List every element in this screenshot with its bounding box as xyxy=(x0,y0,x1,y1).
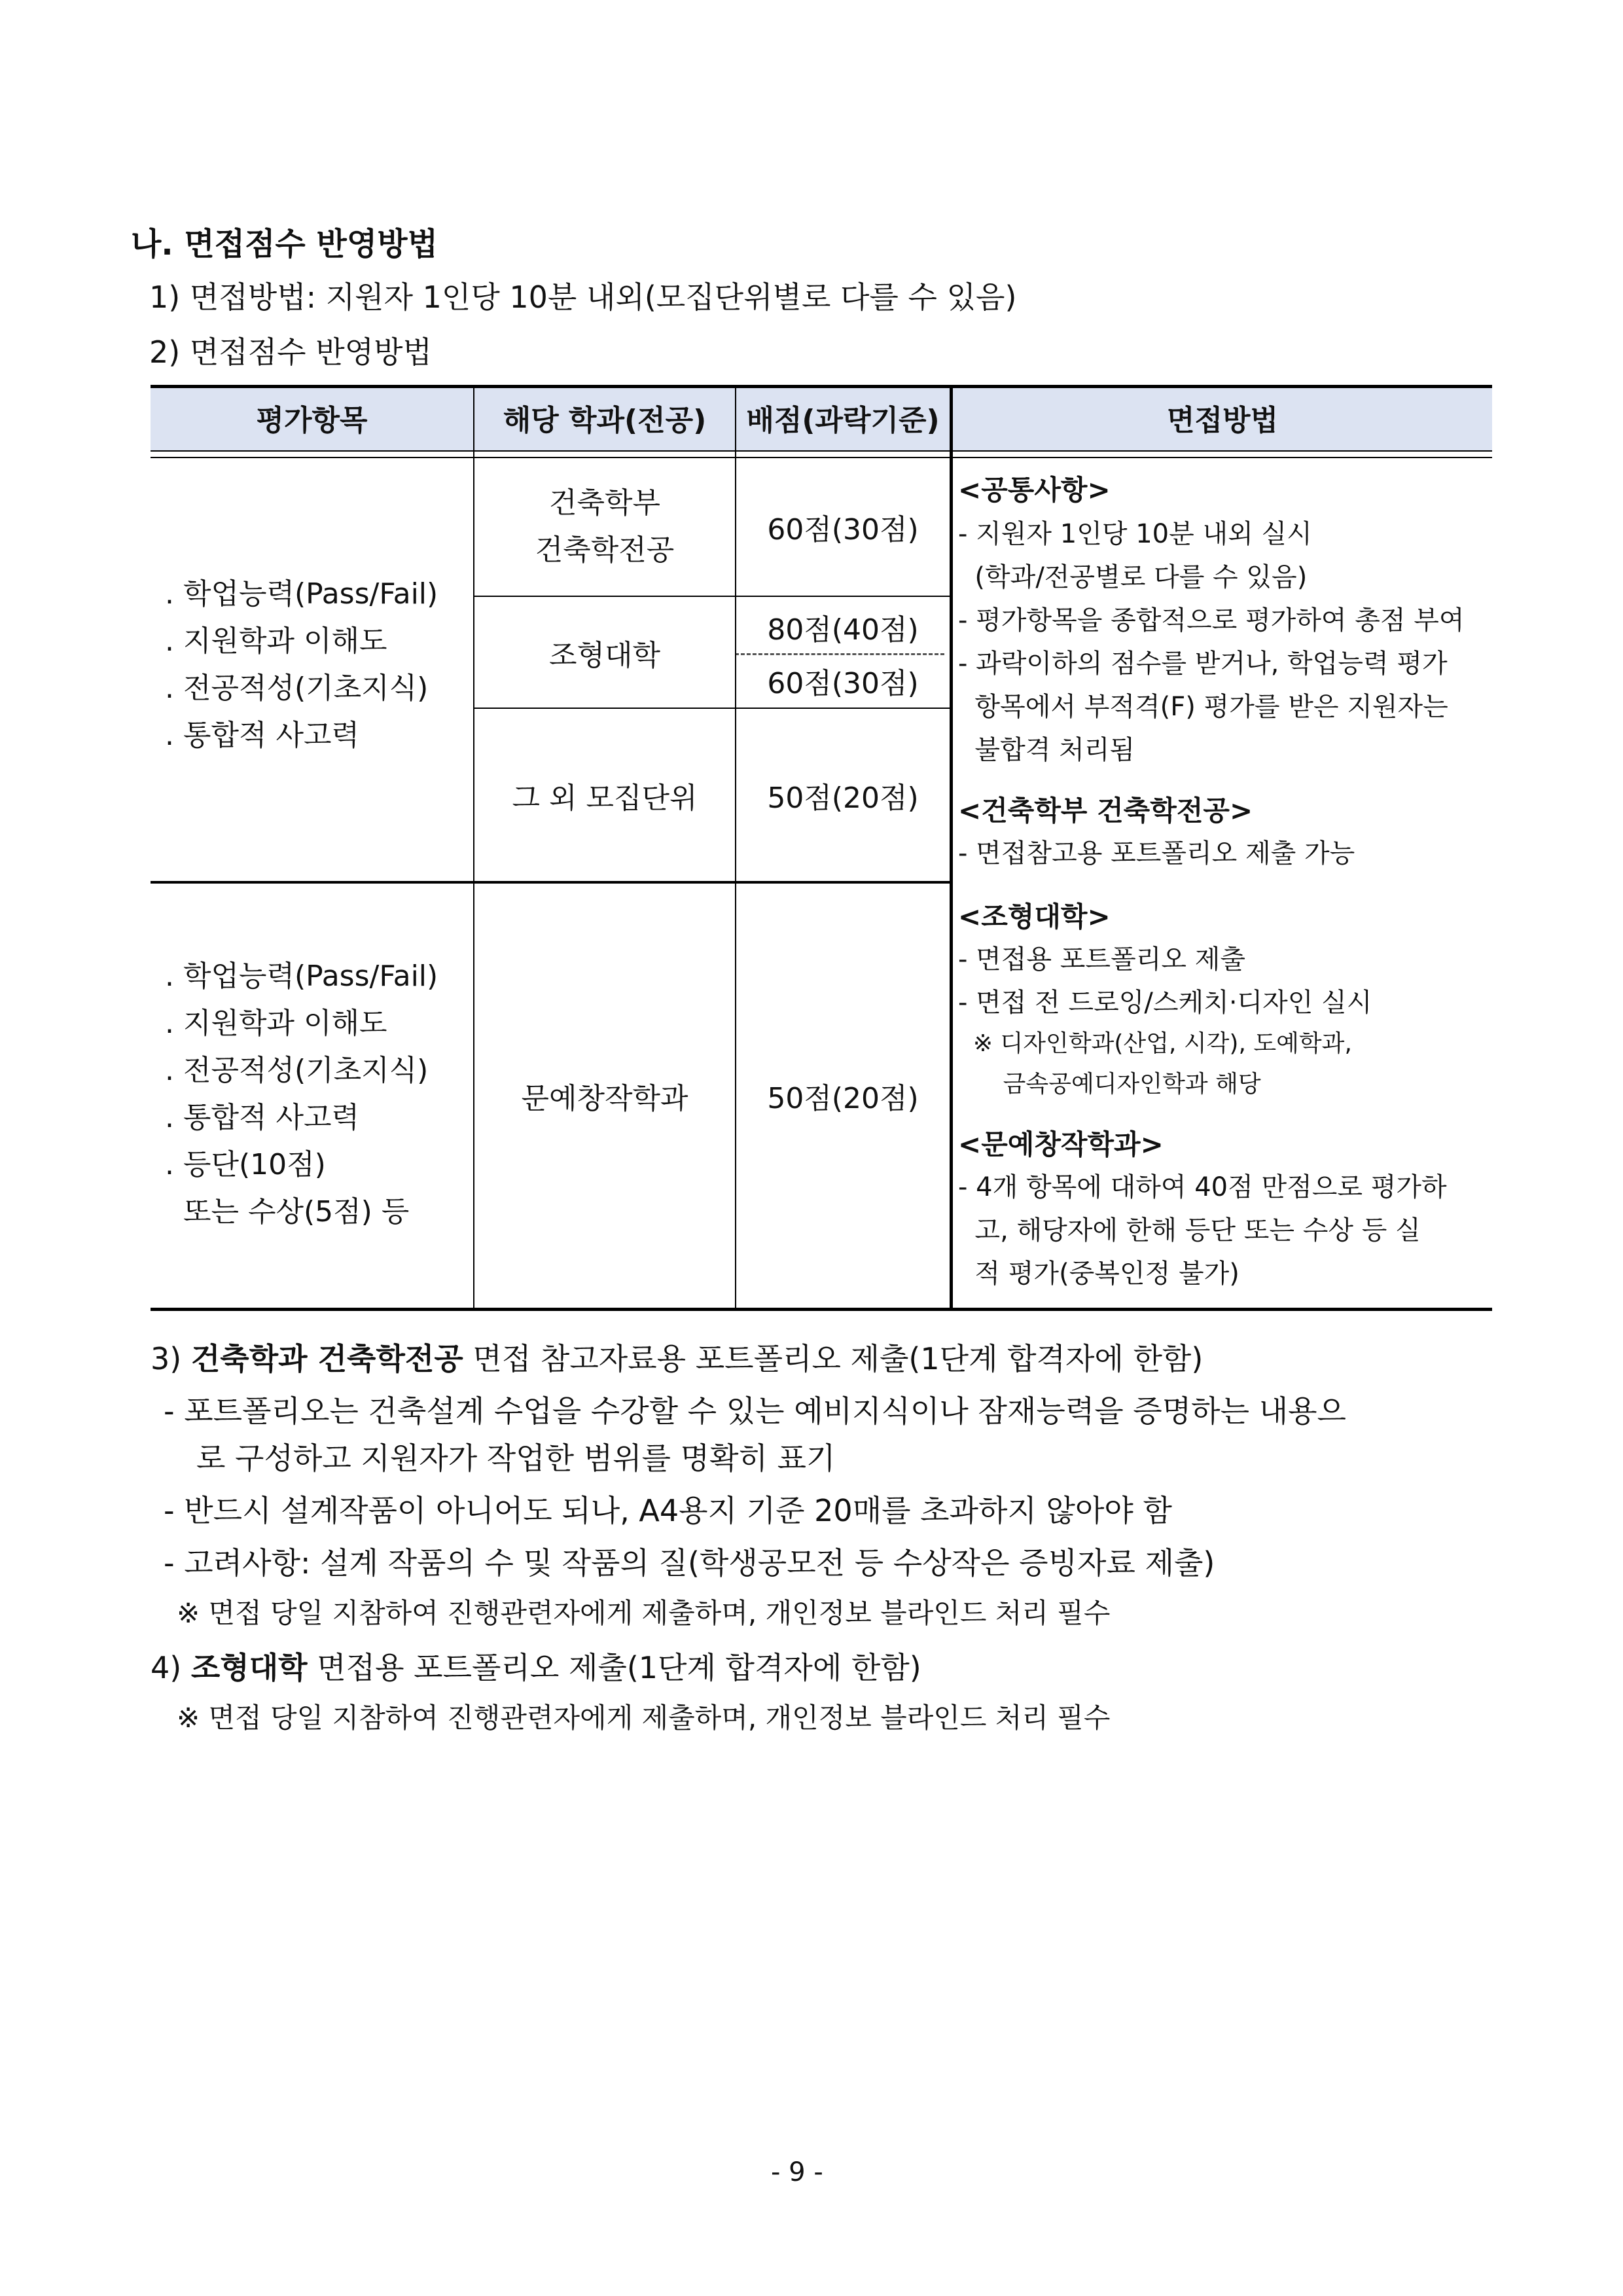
item-interview-method: 1) 면접방법: 지원자 1인당 10분 내외(모집단위별로 다를 수 있음) xyxy=(149,279,1017,315)
interview-methods: <공통사항> - 지원자 1인당 10분 내외 실시 (학과/전공별로 다를 수 있음) - 평가항목을 종합적으로 평가하여 총점 부여 - 과락이하의 점수를 받거나, 학업능력 평가 항목에서 부적격(F) 평가를 받은 지원자는 불합격 처리됨 <건축학부 건축학전공> - 면접참고용 포트폴리오 제출 가능 <조형대학> - 면접용 포트폴리오 제출 - 면접 전 드로잉/스케치·디자인 실시 ※ 디자인학과(산업, 시각), 도예학과, 금속공예디자인학과 해당 <문예창작학과> - 4개 항목에 대하여 40점 만점으로 평가하 고, 해당자에 한해 등단 또는 수상 등 실 적 평가(중복인정 불가) xyxy=(953,385,1492,1308)
note-3-d: - 고려사항: 설계 작품의 수 및 작품의 질(학생공모전 등 수상작은 증빙자료 제출) xyxy=(164,1545,1215,1581)
eval-items-group1 xyxy=(165,571,438,759)
note-4-a: ※ 면접 당일 지참하여 진행관련자에게 제출하며, 개인정보 블라인드 처리 필수 xyxy=(177,1702,1111,1734)
dept-others: 그 외 모집단위 xyxy=(512,781,698,815)
list-item: . 지원학과 이해도 xyxy=(165,1007,387,1040)
methods-writing-title: <문예창작학과> xyxy=(958,1128,1164,1160)
list-item: . 학업능력(Pass/Fail) xyxy=(165,960,438,993)
list-item: 또는 수상(5점) 등 xyxy=(165,1195,410,1229)
methods-design-title: <조형대학> xyxy=(958,901,1111,933)
section-title: 나. 면접점수 반영방법 xyxy=(131,226,438,262)
dept-creative-writing: 문예창작학과 xyxy=(521,1082,688,1115)
list-item: . 등단(10점) xyxy=(165,1148,326,1181)
list-item: . 전공적성(기초지식) xyxy=(165,1054,429,1087)
list-item: . 통합적 사고력 xyxy=(165,719,359,752)
note-3-a: - 포트폴리오는 건축설계 수업을 수강할 수 있는 예비지식이나 잠재능력을 증명하는 내용으 xyxy=(164,1393,1346,1429)
methods-common-title: <공통사항> xyxy=(958,474,1111,506)
list-item: . 통합적 사고력 xyxy=(165,1101,359,1134)
item-score-method: 2) 면접점수 반영방법 xyxy=(149,334,432,370)
note-3-c: - 반드시 설계작품이 아니어도 되나, A4용지 기준 20매를 초과하지 않아야 함 xyxy=(164,1493,1172,1528)
list-item: . 학업능력(Pass/Fail) xyxy=(165,577,438,611)
page-number: - 9 - xyxy=(771,2157,823,2187)
score-others: 50점(20점) xyxy=(767,781,919,815)
note-4-title: 4) 조형대학 면접용 포트폴리오 제출(1단계 합격자에 한함) xyxy=(151,1650,921,1685)
dept-design: 조형대학 xyxy=(548,638,660,672)
header-department: 해당 학과(전공) xyxy=(503,404,707,437)
header-eval-item: 평가항목 xyxy=(256,404,368,437)
header-score: 배점(과락기준) xyxy=(746,404,940,437)
score-creative-writing: 50점(20점) xyxy=(767,1082,919,1115)
score-design-a: 80점(40점) xyxy=(767,613,919,647)
note-3-title: 3) 건축학과 건축학전공 면접 참고자료용 포트폴리오 제출(1단계 합격자에 한함) xyxy=(151,1341,1204,1376)
list-item: . 전공적성(기초지식) xyxy=(165,672,429,705)
header-method: 면접방법 xyxy=(1166,404,1278,437)
score-architecture: 60점(30점) xyxy=(767,513,919,547)
dept-architecture: 건축학부 건축학전공 xyxy=(535,486,675,567)
score-table xyxy=(151,385,1492,1312)
score-design-b: 60점(30점) xyxy=(767,667,919,700)
methods-arch-title: <건축학부 건축학전공> xyxy=(958,795,1253,827)
note-3-b: 로 구성하고 지원자가 작업한 범위를 명확히 표기 xyxy=(196,1441,836,1476)
list-item: . 지원학과 이해도 xyxy=(165,624,387,658)
note-3-e: ※ 면접 당일 지참하여 진행관련자에게 제출하며, 개인정보 블라인드 처리 필수 xyxy=(177,1597,1111,1629)
eval-items-group2 xyxy=(165,953,438,1236)
